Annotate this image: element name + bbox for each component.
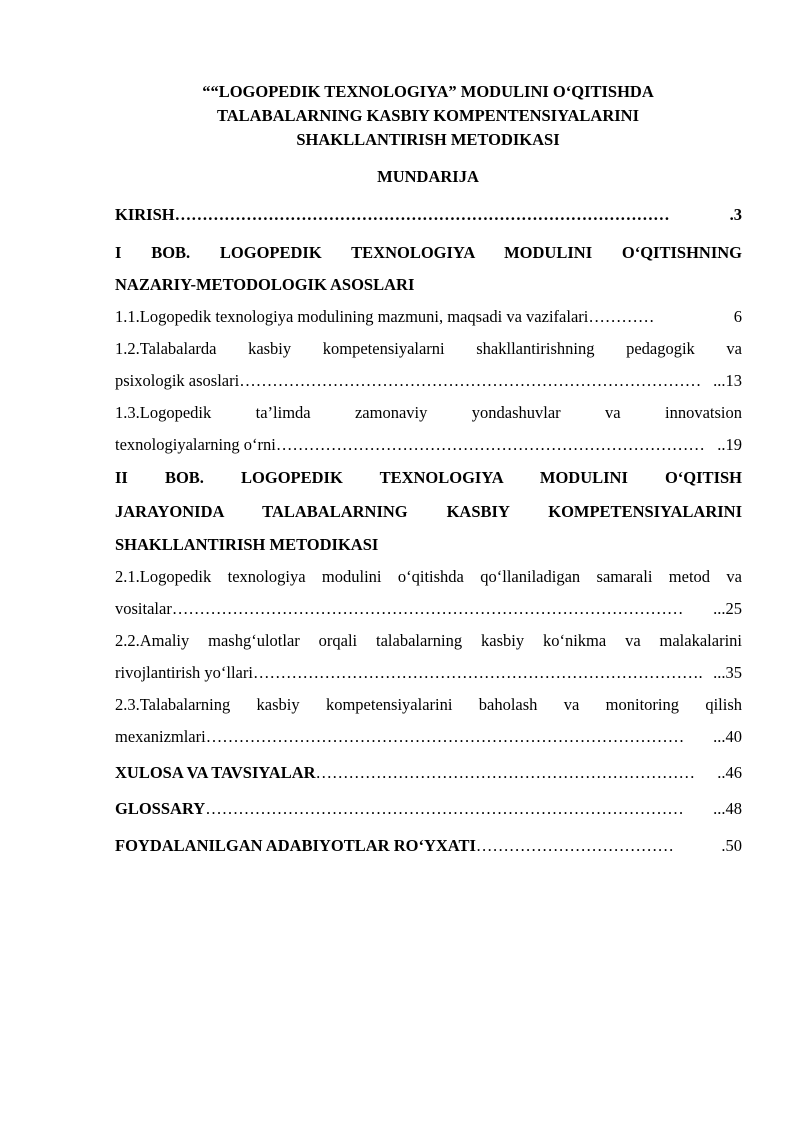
toc-entry-title: XULOSA VA TAVSIYALAR — [115, 763, 316, 782]
toc-page-number: ...48 — [713, 799, 742, 818]
toc-entry-2-3 — [115, 726, 742, 748]
toc-chapter-2-line-2: JARAYONIDA TALABALARNING KASBIY KOMPETENSIYALARINI — [115, 502, 742, 521]
toc-entry-references — [115, 835, 742, 857]
toc-page-number: .50 — [721, 836, 742, 855]
toc-page-number: .3 — [729, 205, 742, 224]
toc-entry-title: GLOSSARY — [115, 799, 206, 818]
toc-entry-title: rivojlantirish yo‘llari — [115, 663, 253, 682]
toc-entry-title: FOYDALANILGAN ADABIYOTLAR RO‘YXATI — [115, 836, 476, 855]
toc-page-number: 6 — [733, 307, 742, 326]
toc-entry-2-3-line-1: 2.3.Talabalarning kasbiy kompetensiyalarini baholash va monitoring qilish — [115, 695, 742, 714]
toc-entry-1-2-line-1: 1.2.Talabalarda kasbiy kompetensiyalarni shakllantirishning pedagogik va — [115, 339, 742, 358]
toc-leader-dots: ………………………………………………………………………. — [252, 663, 703, 682]
toc-entry-title: 1.1.Logopedik texnologiya modulining mazmuni, maqsadi va vazifalari — [115, 307, 589, 326]
document-title-line-2: TALABALARNING KASBIY KOMPENTENSIYALARINI — [216, 106, 640, 125]
toc-entry-2-1 — [115, 598, 742, 620]
toc-entry-2-2-line-1: 2.2.Amaliy mashg‘ulotlar orqali talabalarning kasbiy ko‘nikma va malakalarini — [115, 631, 742, 650]
toc-leader-dots: ………………………………………………………………………………… — [171, 599, 684, 618]
toc-entry-1-2 — [115, 370, 742, 392]
toc-page-number: ..19 — [717, 435, 742, 454]
toc-entry-conclusion — [115, 762, 742, 784]
toc-page-number: ...40 — [713, 727, 742, 746]
toc-entry-1-3 — [115, 434, 742, 456]
toc-entry-glossary — [115, 798, 742, 820]
contents-heading: MUNDARIJA — [377, 167, 479, 186]
toc-entry-title: texnologiyalarning o‘rni — [115, 435, 276, 454]
document-title — [100, 80, 756, 152]
toc-entry-2-2 — [115, 662, 742, 684]
toc-leader-dots: ………………………………………………………………………… — [239, 371, 702, 390]
toc-leader-dots: …………………………………………………………………………… — [205, 727, 685, 746]
toc-chapter-1-line-1: I BOB. LOGOPEDIK TEXNOLOGIYA MODULINI O‘QITISHNING — [115, 243, 742, 262]
toc-page-number: ..46 — [717, 763, 742, 782]
toc-chapter-2-line-3: SHAKLLANTIRISH METODIKASI — [115, 535, 379, 554]
toc-chapter-2-line-1: II BOB. LOGOPEDIK TEXNOLOGIYA MODULINI O‘QITISH — [115, 468, 742, 487]
toc-entry-1-1 — [115, 306, 742, 328]
toc-entry-intro — [115, 204, 742, 226]
toc-entry-title: vositalar — [115, 599, 172, 618]
document-title-line-1: ““LOGOPEDIK TEXNOLOGIYA” MODULINI O‘QITISHDA — [202, 82, 654, 101]
toc-entry-title: KIRISH — [115, 205, 175, 224]
toc-leader-dots: ………… — [588, 307, 655, 326]
toc-leader-dots: …………………………………………………………………… — [275, 435, 705, 454]
toc-leader-dots: ……………………………… — [475, 836, 674, 855]
toc-leader-dots: ……………………………………………………………………………… — [174, 205, 670, 224]
toc-page-number: ...13 — [713, 371, 742, 390]
toc-entry-1-3-line-1: 1.3.Logopedik ta’limda zamonaviy yondashuvlar va innovatsion — [115, 403, 742, 422]
toc-leader-dots: …………………………………………………………… — [315, 763, 696, 782]
toc-page-number: ...25 — [713, 599, 742, 618]
toc-chapter-1-line-2: NAZARIY-METODOLOGIK ASOSLARI — [115, 275, 415, 294]
toc-page-number: ...35 — [713, 663, 742, 682]
toc-leader-dots: …………………………………………………………………………… — [205, 799, 684, 818]
toc-entry-2-1-line-1: 2.1.Logopedik texnologiya modulini o‘qitishda qo‘llaniladigan samarali metod va — [115, 567, 742, 586]
toc-entry-title: mexanizmlari — [115, 727, 206, 746]
document-title-line-3: SHAKLLANTIRISH METODIKASI — [296, 130, 560, 149]
toc-entry-title: psixologik asoslari — [115, 371, 240, 390]
